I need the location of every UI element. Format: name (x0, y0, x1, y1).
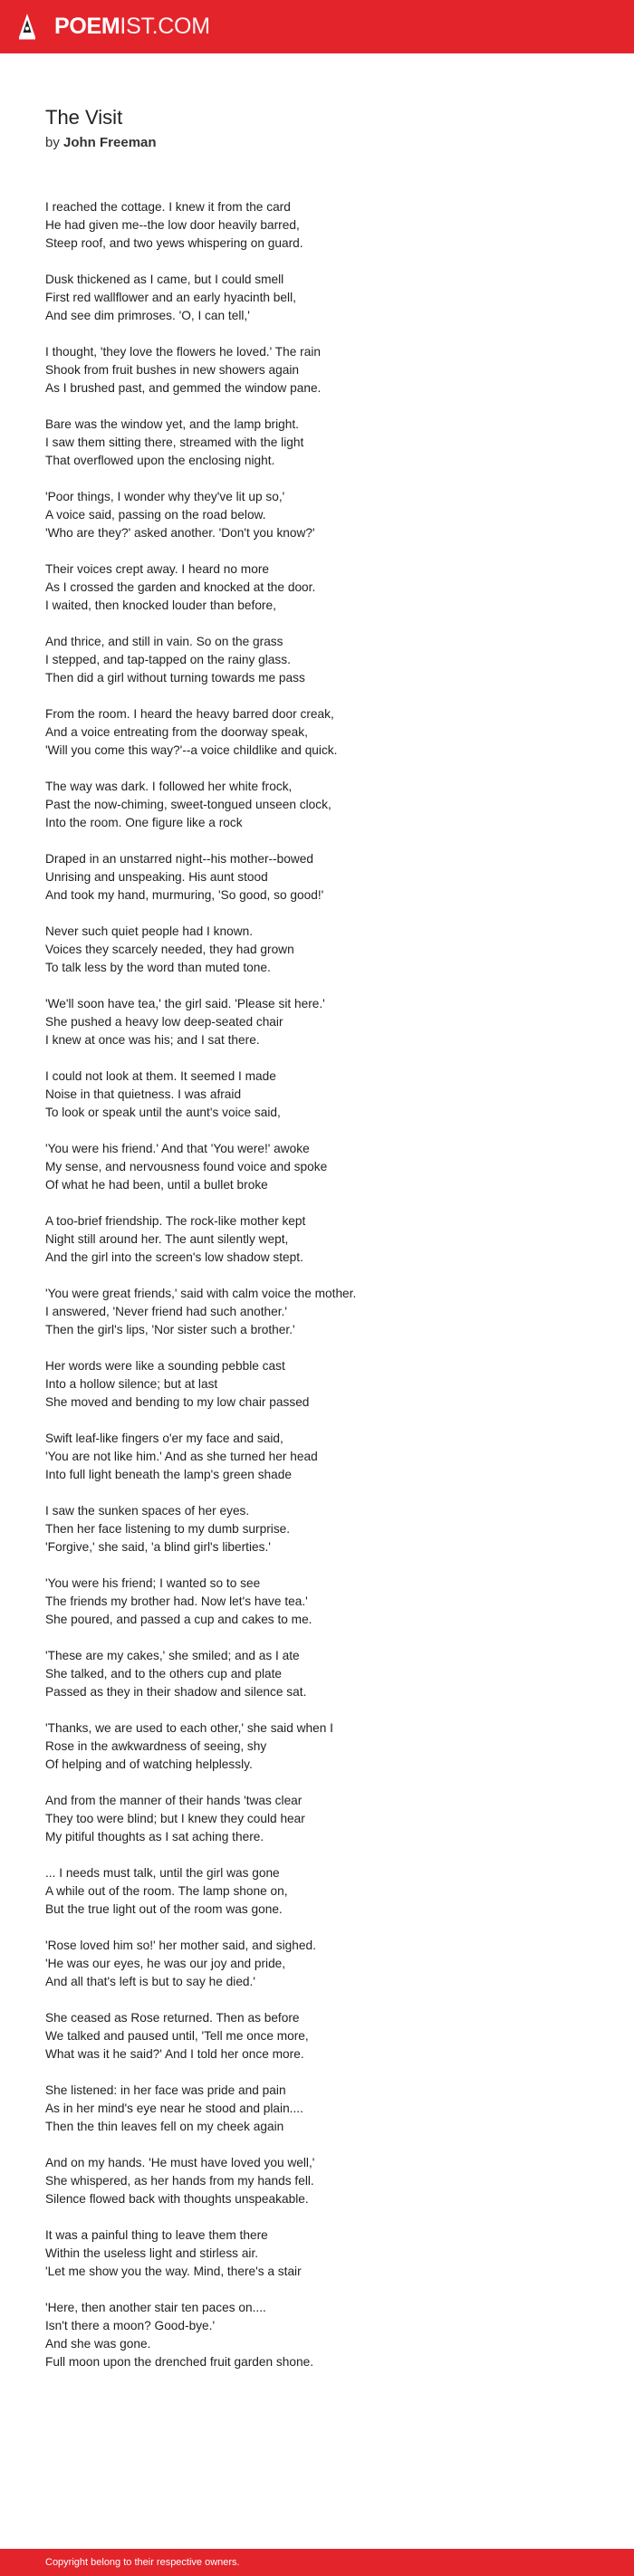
poem-line: And see dim primroses. 'O, I can tell,' (45, 309, 250, 322)
stanza (45, 1719, 607, 1774)
stanza (45, 1430, 607, 1484)
poem-line: Bare was the window yet, and the lamp bright. (45, 417, 299, 431)
poem-line: That overflowed upon the enclosing night. (45, 454, 275, 467)
poem-line: Swift leaf-like fingers o'er my face and said, (45, 1432, 283, 1445)
poem-line: And the girl into the screen's low shadow stept. (45, 1250, 303, 1264)
stanza (45, 995, 607, 1049)
stanza (45, 1647, 607, 1701)
poem-line: As I brushed past, and gemmed the window pane. (45, 381, 322, 395)
poem-line: Isn't there a moon? Good-bye.' (45, 2319, 216, 2332)
stanza (45, 2009, 607, 2064)
poem-line: I knew at once was his; and I sat there. (45, 1033, 260, 1047)
poem-line: Voices they scarcely needed, they had grown (45, 943, 294, 956)
stanza (45, 1937, 607, 1991)
poem-title: The Visit (45, 106, 123, 129)
footer-copyright: Copyright belong to their respective owners. (45, 2557, 240, 2568)
poem-line: 'You are not like him.' And as she turned her head (45, 1450, 318, 1463)
stanza (45, 2082, 607, 2136)
poem-line: 'Who are they?' asked another. 'Don't you know?' (45, 526, 315, 540)
stanza (45, 705, 607, 760)
poem-line: 'Here, then another stair ten paces on.... (45, 2301, 266, 2314)
poem-line: And a voice entreating from the doorway speak, (45, 725, 308, 739)
poem-line: I could not look at them. It seemed I made (45, 1069, 276, 1083)
stanza (45, 2154, 607, 2208)
poem-line: Their voices crept away. I heard no more (45, 562, 269, 576)
poem-line: Then her face listening to my dumb surprise. (45, 1522, 291, 1536)
poem-line: Past the now-chiming, sweet-tongued unseen clock, (45, 798, 331, 811)
poem-line: Silence flowed back with thoughts unspeakable. (45, 2192, 309, 2206)
poem-line: And all that's left is but to say he died.' (45, 1975, 255, 1988)
poem-line: I waited, then knocked louder than before, (45, 599, 276, 612)
poem-line: She pushed a heavy low deep-seated chair (45, 1015, 283, 1029)
poem-line: As in her mind's eye near he stood and plain.... (45, 2102, 303, 2115)
poem-line: Shook from fruit bushes in new showers again (45, 363, 299, 377)
poem-line: To talk less by the word than muted tone. (45, 961, 271, 974)
poem-line: A too-brief friendship. The rock-like mother kept (45, 1214, 306, 1228)
poem-line: And from the manner of their hands 'twas clear (45, 1794, 303, 1807)
poem-line: What was it he said?' And I told her once more. (45, 2047, 304, 2061)
poem-line: 'We'll soon have tea,' the girl said. 'Please sit here.' (45, 997, 325, 1010)
stanza (45, 1864, 607, 1919)
poem-line: Into the room. One figure like a rock (45, 816, 243, 829)
logo-text-bold: POEM (54, 14, 120, 39)
poem-line: Unrising and unspeaking. His aunt stood (45, 870, 268, 884)
poem-line: 'Forgive,' she said, 'a blind girl's liberties.' (45, 1540, 271, 1554)
poem-line: Draped in an unstarred night--his mother--bowed (45, 852, 313, 866)
stanza (45, 488, 607, 542)
poem-line: 'Let me show you the way. Mind, there's a stair (45, 2265, 302, 2278)
poem-byline (45, 134, 157, 152)
stanza (45, 1502, 607, 1556)
poem-line: As I crossed the garden and knocked at the door. (45, 580, 316, 594)
poem-line: Then the thin leaves fell on my cheek again (45, 2120, 284, 2133)
poem-line: I thought, 'they love the flowers he loved.' The rain (45, 345, 321, 359)
poem-line: She talked, and to the others cup and plate (45, 1667, 283, 1681)
poem-line: 'Rose loved him so!' her mother said, and sighed. (45, 1939, 316, 1952)
poem-line: 'You were his friend; I wanted so to see (45, 1576, 261, 1590)
poem-line: My pitiful thoughts as I sat aching there. (45, 1830, 264, 1843)
poem-line: Into a hollow silence; but at last (45, 1377, 218, 1391)
poem-line: First red wallflower and an early hyacinth bell, (45, 291, 296, 304)
poem-line: It was a painful thing to leave them there (45, 2228, 268, 2242)
poem-line: 'He was our eyes, he was our joy and pride, (45, 1957, 286, 1970)
site-header (0, 0, 634, 53)
poem-line: My sense, and nervousness found voice and spoke (45, 1160, 328, 1173)
poem-line: 'These are my cakes,' she smiled; and as I ate (45, 1649, 300, 1662)
poem-line: And she was gone. (45, 2337, 151, 2351)
stanza (45, 850, 607, 905)
stanza (45, 2226, 607, 2281)
poem-line: A while out of the room. The lamp shone on, (45, 1884, 288, 1898)
stanza (45, 1285, 607, 1339)
poem-line: And on my hands. 'He must have loved you well,' (45, 2156, 315, 2169)
poem-line: Then the girl's lips, 'Nor sister such a brother.' (45, 1323, 295, 1336)
poem-line: I saw them sitting there, streamed with the light (45, 436, 304, 449)
poem-line: I reached the cottage. I knew it from the card (45, 200, 291, 214)
poem-line: Of helping and of watching helplessly. (45, 1757, 253, 1771)
poem-line: To look or speak until the aunt's voice said, (45, 1106, 281, 1119)
poem-line: We talked and paused until, 'Tell me once more, (45, 2029, 309, 2043)
stanza (45, 2299, 607, 2371)
poem-line: Steep roof, and two yews whispering on guard. (45, 236, 303, 250)
poem-line: From the room. I heard the heavy barred door creak, (45, 707, 334, 721)
stanza (45, 560, 607, 615)
poem-body (45, 198, 607, 2389)
poem-line: She ceased as Rose returned. Then as before (45, 2011, 300, 2025)
poem-line: ... I needs must talk, until the girl was gone (45, 1866, 280, 1880)
by-label: by (45, 135, 60, 150)
stanza (45, 778, 607, 832)
poem-line: Of what he had been, until a bullet broke (45, 1178, 268, 1192)
site-footer (0, 2549, 634, 2576)
poem-line: Passed as they in their shadow and silence sat. (45, 1685, 307, 1699)
logo-text-rest: IST.COM (120, 14, 210, 39)
poem-line: Then did a girl without turning towards me pass (45, 671, 305, 685)
stanza (45, 1575, 607, 1629)
pen-nib-icon[interactable] (18, 13, 36, 40)
poem-line: He had given me--the low door heavily barred, (45, 218, 300, 232)
stanza (45, 198, 607, 253)
poem-line: 'Thanks, we are used to each other,' she said when I (45, 1721, 333, 1735)
poem-line: Into full light beneath the lamp's green shade (45, 1468, 292, 1481)
poem-line: She moved and bending to my low chair passed (45, 1395, 310, 1409)
poem-line: And thrice, and still in vain. So on the grass (45, 635, 283, 648)
stanza (45, 1212, 607, 1267)
author-name[interactable]: John Freeman (63, 135, 157, 150)
poem-line: Night still around her. The aunt silently wept, (45, 1232, 289, 1246)
stanza (45, 923, 607, 977)
poem-line: She whispered, as her hands from my hands fell. (45, 2174, 314, 2188)
poem-line: 'Will you come this way?'--a voice childlike and quick. (45, 743, 338, 757)
poem-line: Noise in that quietness. I was afraid (45, 1087, 242, 1101)
poem-line: And took my hand, murmuring, 'So good, so good!' (45, 888, 324, 902)
stanza (45, 1068, 607, 1122)
poem-line: Her words were like a sounding pebble cast (45, 1359, 285, 1373)
poem-line: I answered, 'Never friend had such another.' (45, 1305, 287, 1318)
poem-line: She poured, and passed a cup and cakes to me. (45, 1613, 312, 1626)
stanza (45, 1140, 607, 1194)
poem-line: The way was dark. I followed her white frock, (45, 780, 293, 793)
poem-line: 'You were great friends,' said with calm voice the mother. (45, 1287, 357, 1300)
poem-line: She listened: in her face was pride and pain (45, 2083, 286, 2097)
poem-line: The friends my brother had. Now let's have tea.' (45, 1594, 308, 1608)
poem-line: A voice said, passing on the road below. (45, 508, 266, 522)
stanza (45, 343, 607, 397)
poem-line: They too were blind; but I knew they could hear (45, 1812, 305, 1825)
poem-line: But the true light out of the room was gone. (45, 1902, 283, 1916)
poem-line: I stepped, and tap-tapped on the rainy glass. (45, 653, 291, 666)
poem-line: Never such quiet people had I known. (45, 924, 254, 938)
poem-line: I saw the sunken spaces of her eyes. (45, 1504, 250, 1518)
poem-line: Rose in the awkwardness of seeing, shy (45, 1739, 267, 1753)
poem-line: Within the useless light and stirless air. (45, 2246, 259, 2260)
poem-line: Dusk thickened as I came, but I could smell (45, 273, 284, 286)
stanza (45, 416, 607, 470)
stanza (45, 271, 607, 325)
poem-line: 'You were his friend.' And that 'You were!' awoke (45, 1142, 310, 1155)
poem-line: 'Poor things, I wonder why they've lit up so,' (45, 490, 285, 503)
stanza (45, 633, 607, 687)
site-logo-link[interactable] (54, 13, 210, 40)
poem-line: Full moon upon the drenched fruit garden shone. (45, 2355, 313, 2369)
stanza (45, 1357, 607, 1412)
stanza (45, 1792, 607, 1846)
